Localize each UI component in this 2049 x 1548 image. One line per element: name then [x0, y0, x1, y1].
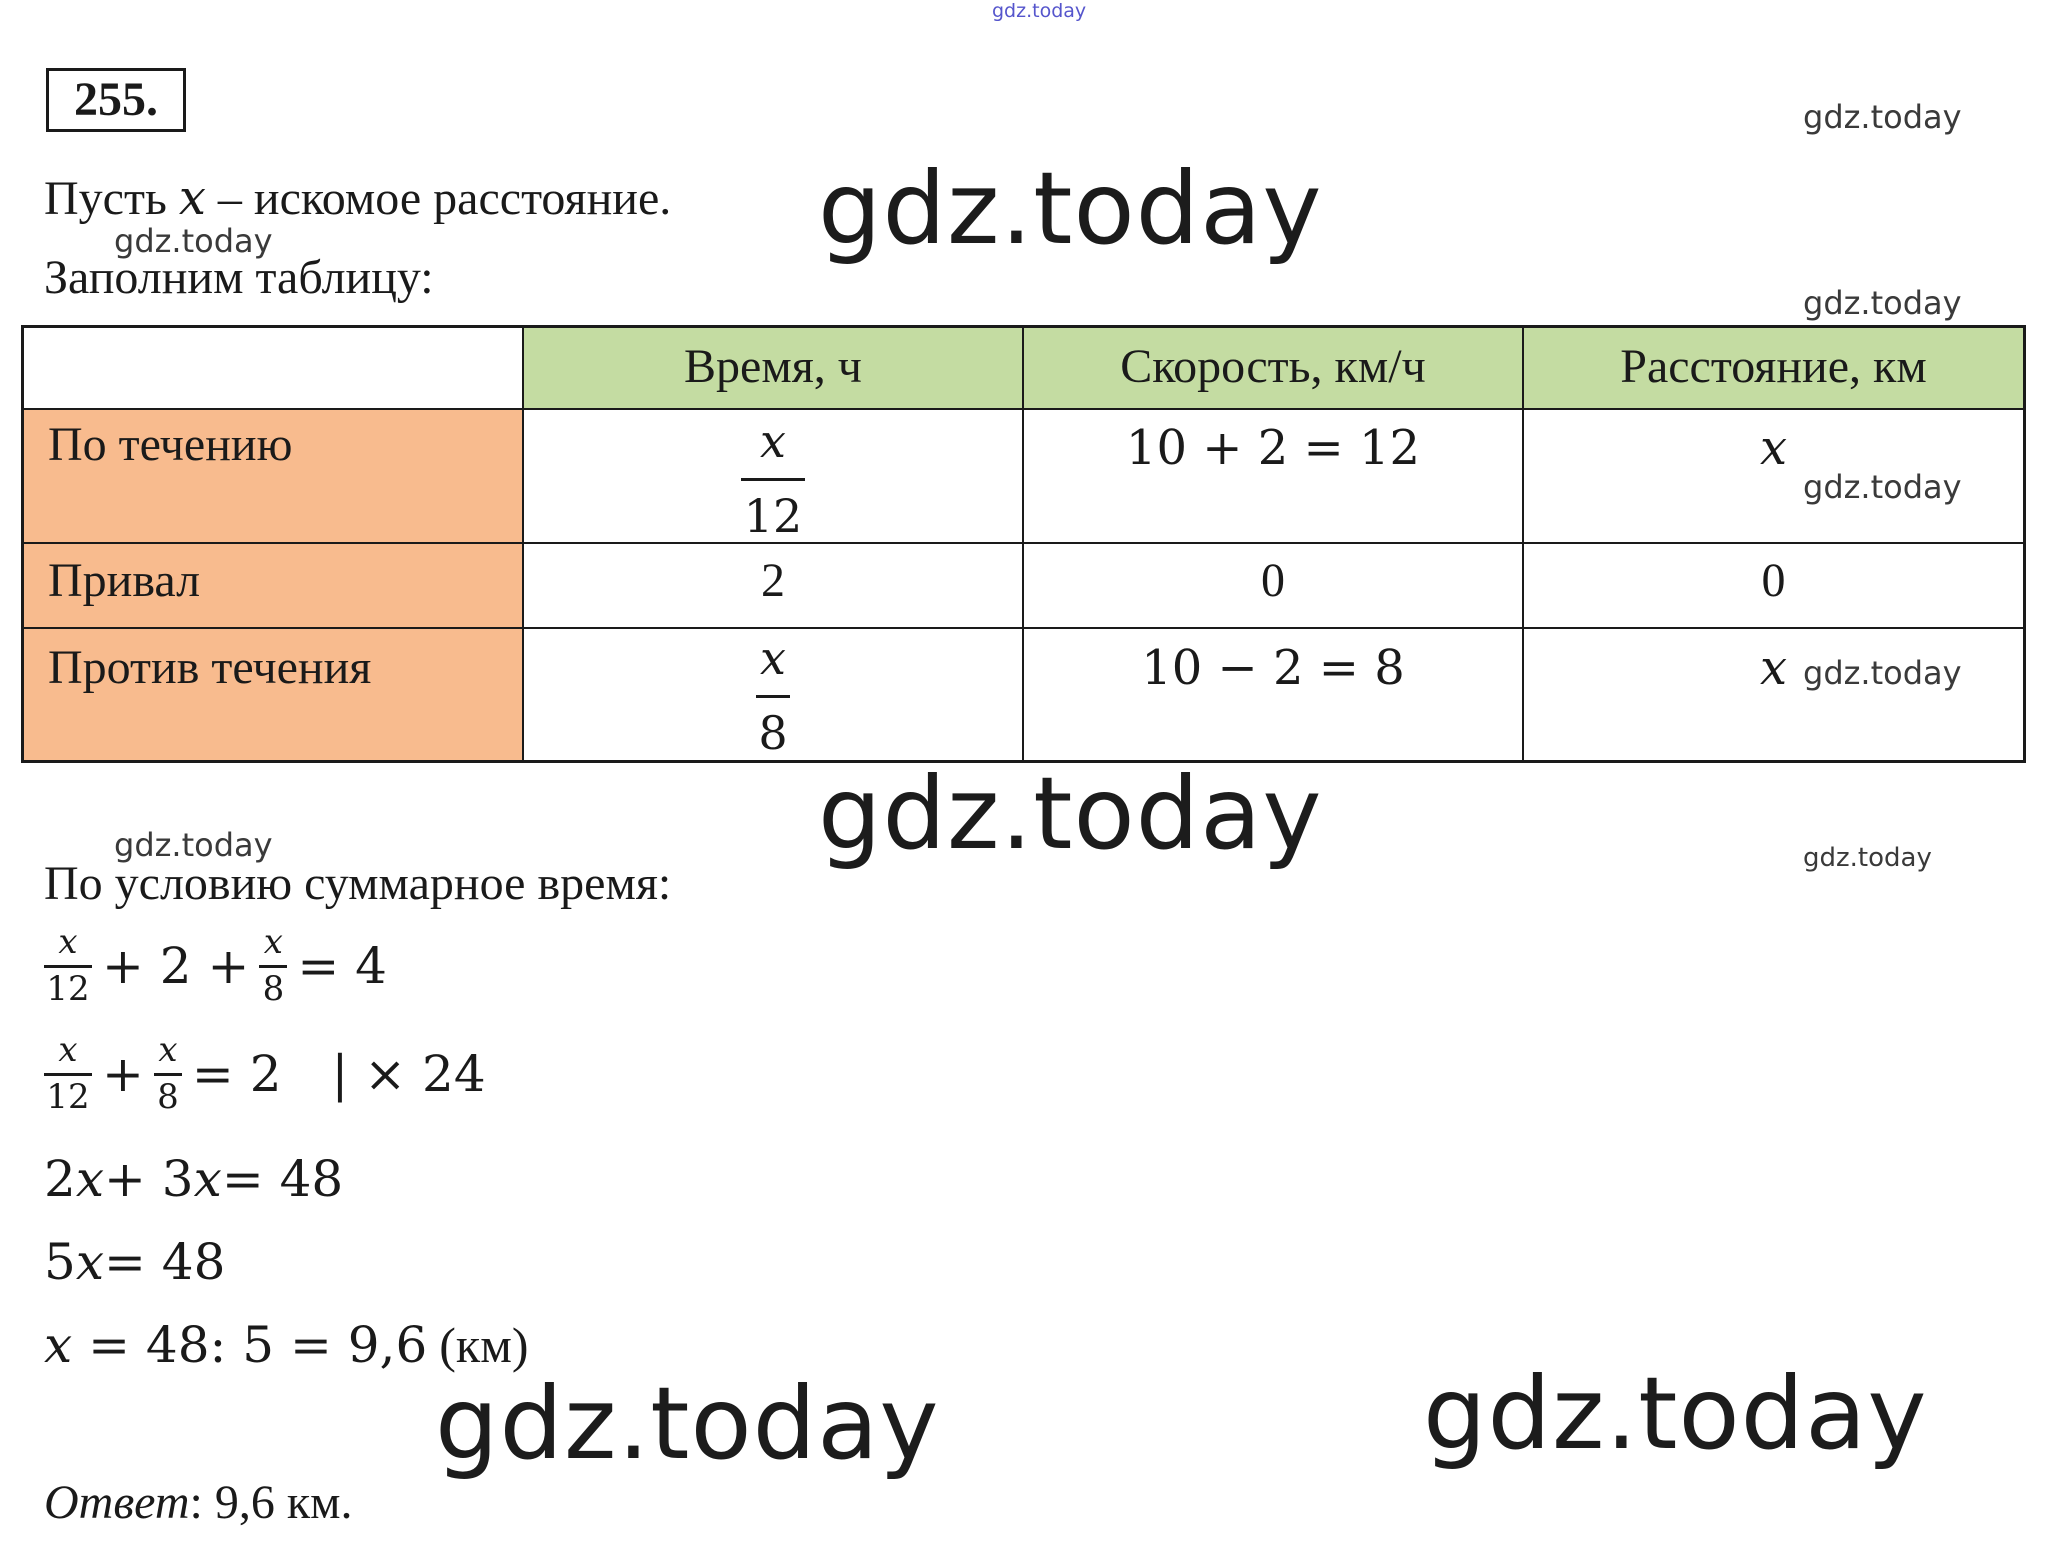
watermark-small-8: gdz.today	[114, 826, 273, 864]
motion-table	[21, 325, 2026, 763]
cell-speed-downstream: 10 + 2 = 12	[1024, 410, 1524, 544]
fraction-denominator: 8	[157, 1077, 179, 1117]
fraction-x-8	[259, 922, 287, 1009]
cell-distance-upstream	[1524, 629, 2023, 760]
watermark-small-5: gdz.today	[1803, 843, 1932, 873]
table-corner-cell	[24, 328, 524, 410]
watermark-small-3: gdz.today	[1803, 468, 1962, 506]
equation-operator: + 2 +	[102, 936, 250, 995]
intro-prefix: Пусть	[44, 172, 167, 225]
condition-text: По условию суммарное время:	[44, 857, 672, 910]
fraction-numerator: x	[263, 922, 283, 962]
fraction-bar	[259, 965, 287, 968]
fraction	[756, 631, 790, 760]
watermark-small-2: gdz.today	[1803, 284, 1962, 322]
fraction-numerator: x	[760, 631, 786, 685]
fraction-x-12	[44, 922, 92, 1009]
watermark-large-3: gdz.today	[435, 1365, 940, 1482]
cell-speed-rest: 0	[1024, 544, 1524, 629]
intro-line-2: Заполним таблицу:	[44, 251, 434, 304]
cell-speed-upstream: 10 − 2 = 8	[1024, 629, 1524, 760]
header-time: Время, ч	[524, 328, 1024, 410]
answer-line	[44, 1475, 353, 1530]
header-speed: Скорость, км/ч	[1024, 328, 1524, 410]
fraction-bar	[154, 1073, 182, 1076]
equation-4: 5 x = 48	[44, 1233, 226, 1291]
row-label-text: Против течения	[48, 641, 372, 694]
watermark-large-1: gdz.today	[818, 150, 1323, 267]
intro-line-1	[44, 170, 671, 226]
answer-value: : 9,6 км.	[189, 1476, 353, 1529]
fraction-numerator: x	[58, 1030, 78, 1070]
equation-3: 2 x + 3 x = 48	[44, 1150, 344, 1208]
equation-multiplier-note: | × 24	[331, 1044, 486, 1103]
cell-distance-rest: 0	[1524, 544, 2023, 629]
equation-rhs: = 2	[191, 1044, 282, 1103]
row-label-text: Привал	[48, 554, 201, 607]
fraction-denominator: 8	[758, 706, 788, 760]
watermark-top: gdz.today	[992, 0, 1087, 22]
row-label-downstream	[24, 410, 524, 544]
distance-variable: x	[1759, 420, 1788, 476]
fraction-denominator: 12	[743, 489, 803, 543]
watermark-large-2: gdz.today	[818, 755, 1323, 872]
watermark-large-4: gdz.today	[1423, 1355, 1928, 1472]
equation-2	[44, 1030, 486, 1117]
cell-time-upstream	[524, 629, 1024, 760]
cell-time-downstream	[524, 410, 1024, 544]
fraction-denominator: 12	[46, 969, 90, 1009]
distance-variable: x	[1759, 640, 1788, 696]
row-label-upstream	[24, 629, 524, 760]
equation-operator: +	[102, 1044, 144, 1103]
fraction-bar	[44, 965, 92, 968]
fraction-bar	[44, 1073, 92, 1076]
equation-1	[44, 922, 387, 1009]
watermark-small-4: gdz.today	[1803, 654, 1962, 692]
watermark-small-1: gdz.today	[1803, 98, 1962, 136]
equation-5-math: x = 48: 5 = 9,6	[44, 1316, 428, 1374]
intro-variable: x	[178, 170, 206, 226]
fraction-numerator: x	[760, 414, 786, 468]
watermark-small-6: gdz.today	[114, 222, 273, 260]
answer-label: Ответ	[44, 1476, 190, 1529]
fraction-denominator: 8	[262, 969, 285, 1009]
cell-time-rest: 2	[524, 544, 1024, 629]
fraction-denominator: 12	[46, 1077, 90, 1117]
fraction-x-8	[154, 1030, 182, 1117]
intro-suffix: – искомое расстояние.	[217, 172, 672, 225]
cell-distance-downstream	[1524, 410, 2023, 544]
row-label-text: По течению	[48, 418, 293, 471]
fraction-bar	[741, 478, 805, 481]
fraction-numerator: x	[58, 922, 78, 962]
equation-5-unit: (км)	[439, 1317, 529, 1373]
equation-rhs: = 4	[297, 936, 387, 995]
fraction-numerator: x	[158, 1030, 178, 1070]
row-label-rest	[24, 544, 524, 629]
fraction	[741, 414, 805, 543]
fraction-bar	[756, 695, 790, 698]
fraction-x-12	[44, 1030, 92, 1117]
problem-number: 255.	[46, 68, 186, 132]
header-distance: Расстояние, км	[1524, 328, 2023, 410]
equation-5	[44, 1316, 529, 1374]
